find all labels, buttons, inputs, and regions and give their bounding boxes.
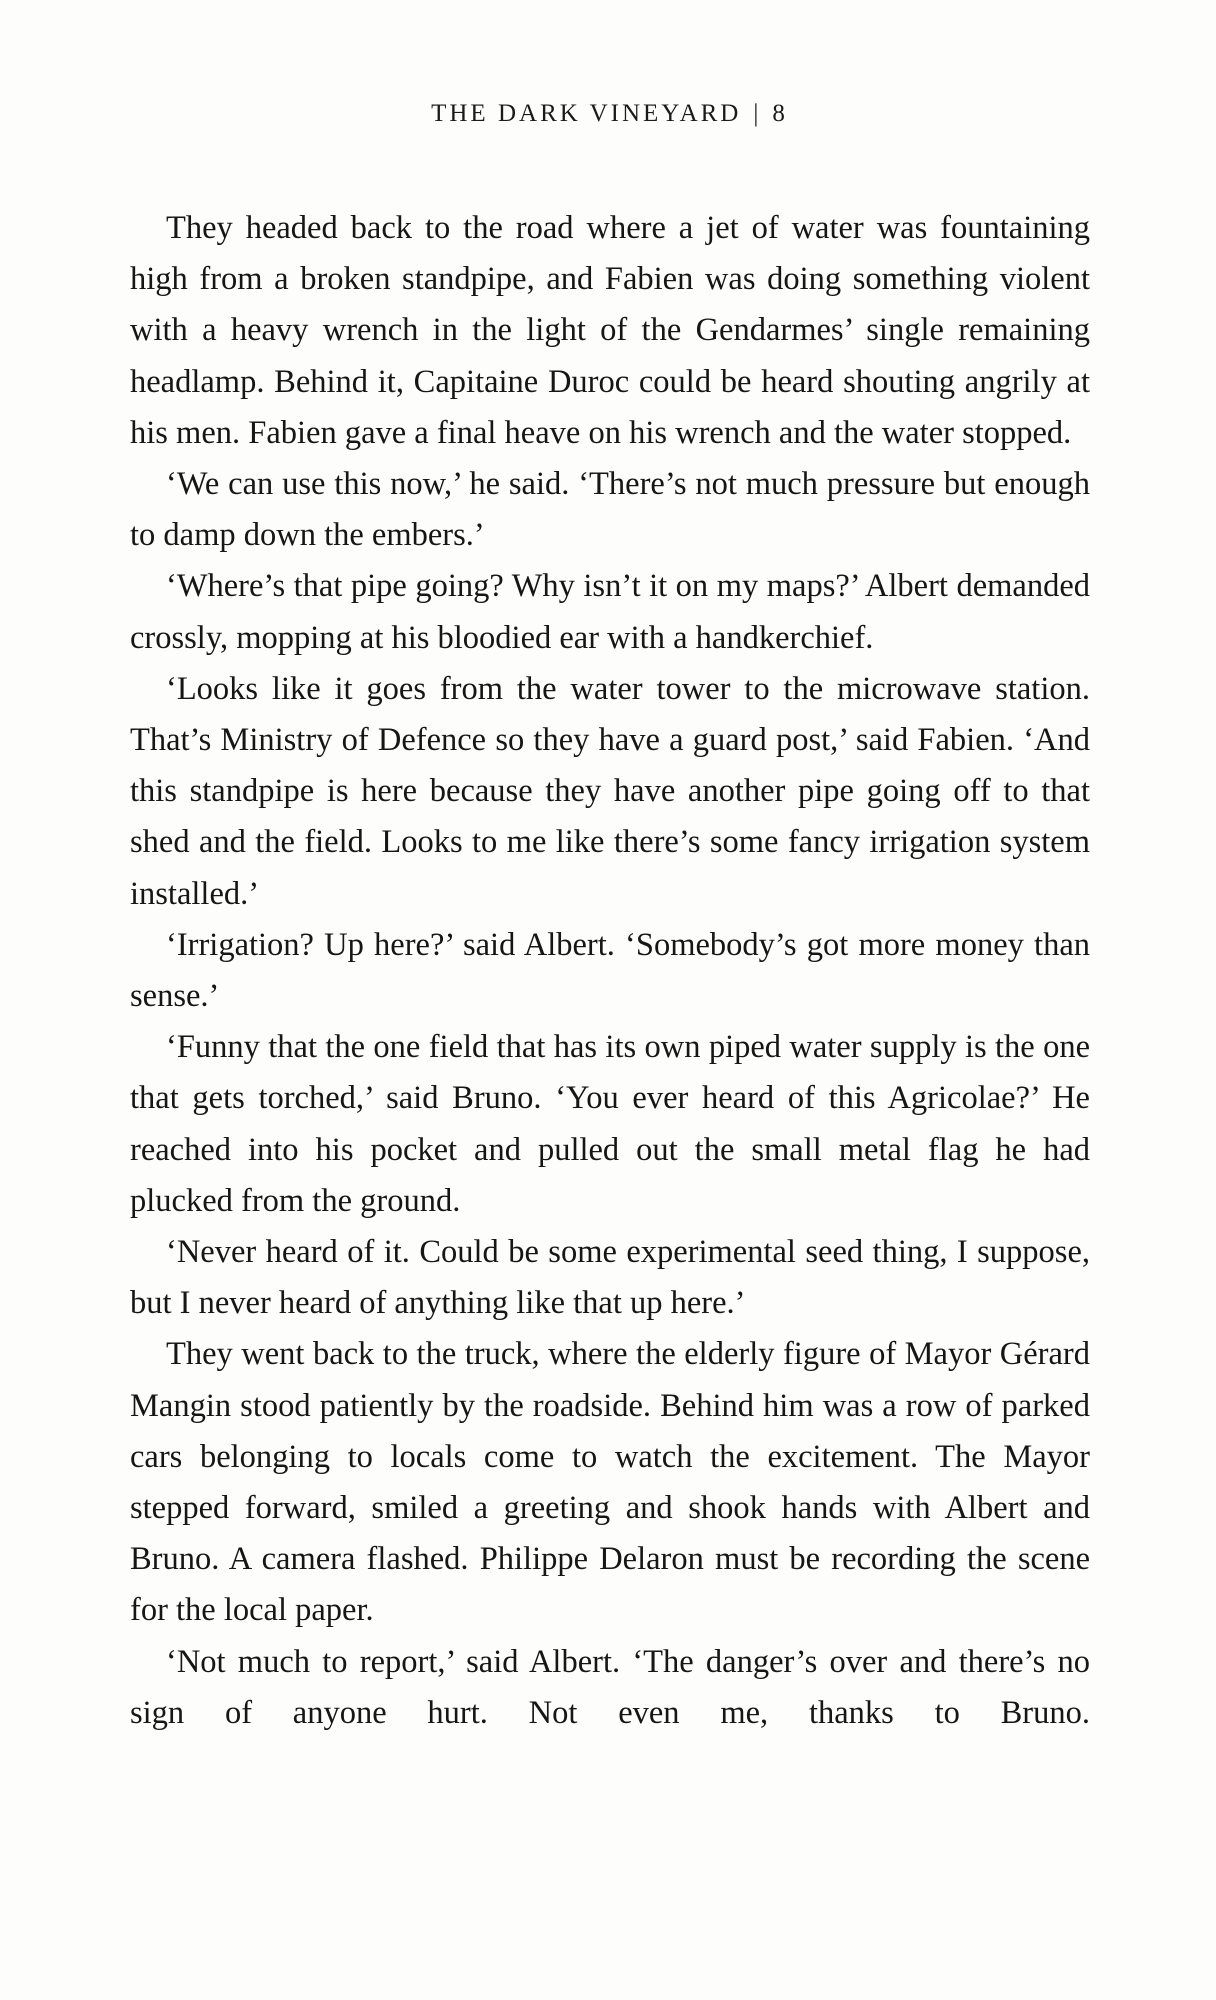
paragraph: ‘We can use this now,’ he said. ‘There’s not much pressure but enough to damp down the embers.’ [130,466,1090,554]
paragraph: ‘Not much to report,’ said Albert. ‘The danger’s over and there’s no sign of anyone hurt. Not even me, thanks to Bruno. [130,1643,1090,1731]
paragraph: ‘Irrigation? Up here?’ said Albert. ‘Somebody’s got more money than sense.’ [130,926,1090,1015]
paragraph: They headed back to the road where a jet of water was fountaining high from a broken standpipe, and Fabien was doing something violent with a heavy wrench in the light of the Gendarmes’ single remaining headlamp. Behind it, Capitaine Duroc could be heard shouting angrily at his men. Fabien gave a final heave on his wrench and the water stopped. [130,210,1090,451]
page-number: 8 [772,100,785,127]
body-text [130,203,1090,1739]
paragraph: ‘Looks like it goes from the water tower to the microwave station. That’s Ministry of Defence so they have a guard post,’ said Fabien. ‘And this standpipe is here because they have another pipe going off to that shed and the field. Looks to me like there’s some fancy irrigation system installed.’ [130,670,1090,912]
paragraph: ‘Never heard of it. Could be some experimental seed thing, I suppose, but I never heard of anything like that up here.’ [130,1234,1090,1322]
paragraph: ‘Funny that the one field that has its own piped water supply is the one that gets torched,’ said Bruno. ‘You ever heard of this Agricolae?’ He reached into his pocket and pulled out the small metal flag he had plucked from the ground. [130,1029,1090,1219]
running-header [0,100,1216,128]
paragraph: They went back to the truck, where the elderly figure of Mayor Gérard Mangin stood patiently by the roadside. Behind him was a row of parked cars belonging to locals come to watch the excitement. The Mayor stepped forward, smiled a greeting and shook hands with Albert and Bruno. A camera flashed. Philippe Delaron must be recording the scene for the local paper. [130,1336,1090,1629]
book-title: THE DARK VINEYARD [431,100,742,127]
paragraph: ‘Where’s that pipe going? Why isn’t it on my maps?’ Albert demanded crossly, mopping at his bloodied ear with a handkerchief. [130,568,1090,656]
header-separator: | [753,100,759,127]
